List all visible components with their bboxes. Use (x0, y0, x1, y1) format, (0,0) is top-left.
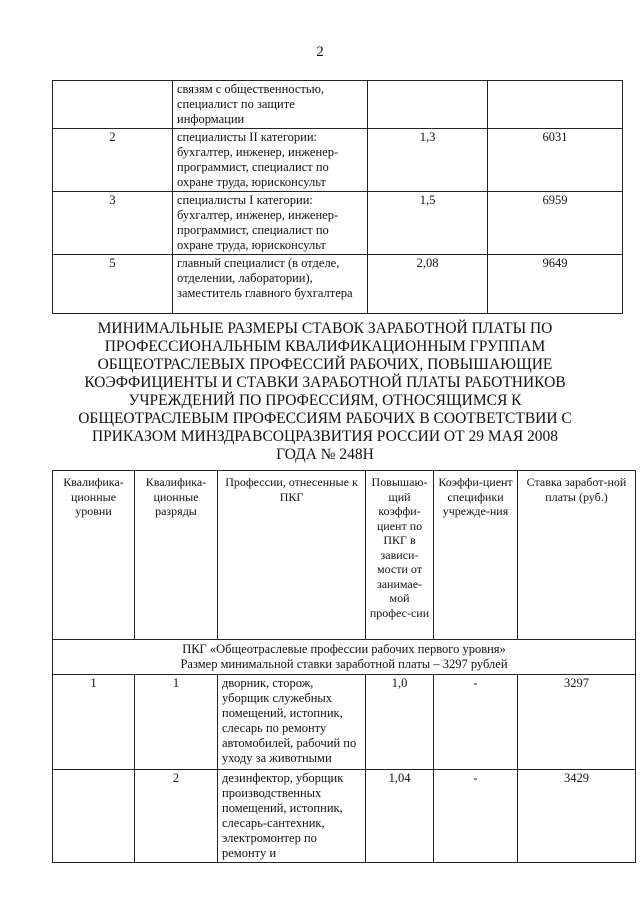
table-row (53, 81, 623, 129)
specific-coefficient-cell: - (434, 770, 518, 863)
specific-coefficient-cell: - (434, 675, 518, 770)
coefficient-cell: 2,08 (368, 255, 488, 314)
coefficient-cell (368, 81, 488, 129)
qualification-level: 5 (53, 255, 173, 314)
group-title: ПКГ «Общеотраслевые профессии рабочих первого уровня» (182, 642, 506, 656)
rate-cell: 3297 (518, 675, 636, 770)
table-header-row (53, 471, 636, 640)
header-professions: Профессии, отнесенные к ПКГ (218, 471, 366, 640)
professions-cell: связям с общественностью, специалист по защите информации (173, 81, 368, 129)
coefficient-cell: 1,04 (366, 770, 434, 863)
qualification-level: 1 (53, 675, 135, 770)
group-title-cell (53, 640, 636, 675)
professions-cell: главный специалист (в отделе, отделении, лаборатории), заместитель главного бухгалтера (173, 255, 368, 314)
rate-cell: 6031 (488, 129, 623, 192)
qualification-grade: 1 (135, 675, 218, 770)
qualification-grade: 2 (135, 770, 218, 863)
salary-table-specialists (52, 80, 623, 314)
rate-cell: 6959 (488, 192, 623, 255)
table-row (53, 129, 623, 192)
professions-cell: специалисты II категории: бухгалтер, инженер, инженер-программист, специалист по охране труда, юрисконсульт (173, 129, 368, 192)
rate-cell: 3429 (518, 770, 636, 863)
qualification-level: 3 (53, 192, 173, 255)
coefficient-cell: 1,3 (368, 129, 488, 192)
qualification-level (53, 81, 173, 129)
table-row (53, 192, 623, 255)
professions-cell: дезинфектор, уборщик производственных помещений, истопник, слесарь-сантехник, электромонтер по ремонту и (218, 770, 366, 863)
section-heading: МИНИМАЛЬНЫЕ РАЗМЕРЫ СТАВОК ЗАРАБОТНОЙ ПЛАТЫ ПО ПРОФЕССИОНАЛЬНЫМ КВАЛИФИКАЦИОННЫМ ГРУППАМ ОБЩЕОТРАСЛЕВЫХ ПРОФЕССИЙ РАБОЧИХ, ПОВЫШАЮЩИЕ КОЭФФИЦИЕНТЫ И СТАВКИ ЗАРАБОТНОЙ ПЛАТЫ РАБОТНИКОВ УЧРЕЖДЕНИЙ ПО ПРОФЕССИЯМ, ОТНОСЯЩИМСЯ К ОБЩЕОТРАСЛЕВЫМ ПРОФЕССИЯМ РАБОЧИХ В СООТВЕТСТВИИ С ПРИКАЗОМ МИНЗДРАВСОЦРАЗВИТИЯ РОССИИ ОТ 29 МАЯ 2008 ГОДА № 248Н (78, 320, 572, 463)
rate-cell (488, 81, 623, 129)
header-qualification-levels: Квалифика-ционные уровни (53, 471, 135, 640)
group-row (53, 640, 636, 675)
coefficient-cell: 1,0 (366, 675, 434, 770)
page-number: 2 (316, 44, 324, 60)
salary-table-workers (52, 470, 636, 863)
coefficient-cell: 1,5 (368, 192, 488, 255)
table-row (53, 770, 636, 863)
table-row (53, 255, 623, 314)
table-row (53, 675, 636, 770)
professions-cell: специалисты I категории: бухгалтер, инженер, инженер-программист, специалист по охране труда, юрисконсульт (173, 192, 368, 255)
header-qualification-grades: Квалифика-ционные разряды (135, 471, 218, 640)
header-rate: Ставка заработ-ной платы (руб.) (518, 471, 636, 640)
qualification-level: 2 (53, 129, 173, 192)
header-coefficient: Повышаю-щий коэффи-циент по ПКГ в зависи-мости от занимае-мой профес-сии (366, 471, 434, 640)
rate-cell: 9649 (488, 255, 623, 314)
header-specific-coefficient: Коэффи-циент специфики учрежде-ния (434, 471, 518, 640)
qualification-level (53, 770, 135, 863)
professions-cell: дворник, сторож, уборщик служебных помещений, истопник, слесарь по ремонту автомобилей, рабочий по уходу за животными (218, 675, 366, 770)
group-subtitle: Размер минимальной ставки заработной платы – 3297 рублей (180, 657, 508, 671)
